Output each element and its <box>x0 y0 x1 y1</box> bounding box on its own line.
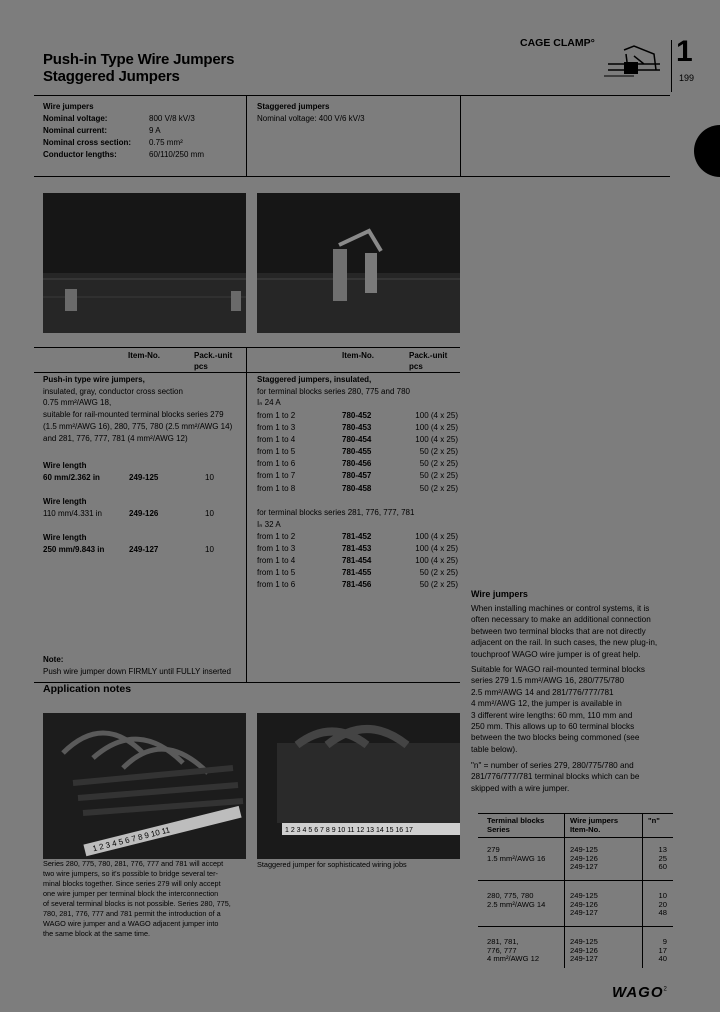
caption-line: the same block at the same time. <box>43 929 151 938</box>
pack: 100 (4 x 25) <box>415 556 458 566</box>
wago-superscript: 2 <box>663 986 667 993</box>
table-header-rule <box>34 372 460 373</box>
photo-application-left <box>43 713 246 859</box>
range: from 1 to 8 <box>257 483 296 493</box>
page-title-line1: Push-in Type Wire Jumpers <box>43 51 235 68</box>
entry-pack: 10 <box>205 472 214 482</box>
spec-wire-jumpers-heading: Wire jumpers <box>43 102 94 111</box>
pack: 50 (2 x 25) <box>419 568 458 578</box>
specs-divider-2 <box>460 96 461 176</box>
n-item: 249-125 <box>570 845 598 854</box>
sidebar-line: 250 mm. This allows up to 60 terminal blocks <box>471 722 635 732</box>
n-th-series: Terminal blocks Series <box>487 816 545 834</box>
wire-entry-3 <box>43 532 214 555</box>
range: from 1 to 5 <box>257 568 296 578</box>
spec-value: 9 A <box>149 126 161 135</box>
left-column <box>43 374 232 444</box>
sidebar-para2 <box>471 664 686 755</box>
specs-bottom-rule <box>34 176 670 177</box>
entry-heading: Wire length <box>43 533 87 542</box>
th-pcs-label: pcs <box>409 362 423 371</box>
right-group2 <box>257 531 460 591</box>
sidebar-line: 281/776/777/781 terminal blocks which can be <box>471 772 640 782</box>
th-item-no-left: Item-No. <box>128 351 160 360</box>
caption-line: 780, 281, 776, 777 and 781 permit the introduction of a <box>43 909 221 918</box>
sidebar-line: touchproof WAGO wire jumper is of great help. <box>471 649 641 659</box>
spec-label: Nominal current: <box>43 126 108 135</box>
wago-logo <box>612 984 667 1002</box>
sidebar-line: between the two blocks being commoned (see <box>471 733 640 743</box>
caption-line: Series 280, 775, 780, 281, 776, 777 and 781 will accept <box>43 859 224 868</box>
entry-item: 249-125 <box>129 472 159 482</box>
th-pcs-label: pcs <box>194 362 208 371</box>
right-heading: Staggered jumpers, insulated, <box>257 375 372 384</box>
cage-clamp-logo <box>604 40 666 82</box>
pack: 50 (2 x 25) <box>419 459 458 469</box>
pack: 100 (4 x 25) <box>415 544 458 554</box>
th-pack-unit-left <box>194 350 232 372</box>
n-item: 249-127 <box>570 954 598 964</box>
table-row <box>257 422 460 434</box>
range: from 1 to 4 <box>257 556 296 566</box>
n-series: 279 <box>487 845 500 854</box>
pack: 50 (2 x 25) <box>419 471 458 481</box>
specs-divider-1 <box>246 96 247 176</box>
spec-wire-jumpers <box>43 113 204 161</box>
left-desc-line: suitable for rail-mounted terminal blocks series 279 <box>43 410 224 420</box>
spec-staggered-heading: Staggered jumpers <box>257 102 330 111</box>
caption-line: two wire jumpers, so it's possible to bridge several ter- <box>43 869 218 878</box>
table-row <box>257 543 460 555</box>
item: 781-453 <box>342 544 372 554</box>
table-row <box>257 567 460 579</box>
range: from 1 to 5 <box>257 447 296 457</box>
sidebar-line: between two terminal blocks that are not directly <box>471 626 646 636</box>
spec-label: Conductor lengths: <box>43 150 117 159</box>
left-desc-line: 0.75 mm²/AWG 18, <box>43 398 112 408</box>
right-group2-desc <box>257 507 414 530</box>
n-item: 249-126 <box>570 945 598 955</box>
wire-entry-2 <box>43 496 214 519</box>
pack: 50 (2 x 25) <box>419 447 458 457</box>
item: 780-452 <box>342 411 372 420</box>
spec-value: 60/110/250 mm <box>149 150 204 159</box>
spec-value: 800 V/8 kV/3 <box>149 114 195 123</box>
spec-label: Nominal voltage: <box>43 114 108 123</box>
table-row <box>257 410 460 422</box>
right-group1 <box>257 410 460 495</box>
svg-text:1 2 3 4 5 6 7 8: 1 2 3 4 5 6 7 8 9 10 11 <box>91 825 171 854</box>
header-rule <box>34 95 670 96</box>
n-series: 776, 777 <box>487 945 517 955</box>
pack: 50 (2 x 25) <box>419 483 458 493</box>
sidebar-line: 4 mm²/AWG 12, the jumper is available in <box>471 699 622 709</box>
item: 781-454 <box>342 556 372 566</box>
table-mid-divider <box>246 347 247 682</box>
left-desc-line: (1.5 mm²/AWG 16), 280, 775, 780 (2.5 mm²/AWG 14) <box>43 421 233 431</box>
item: 781-452 <box>342 532 372 541</box>
note-text: Push wire jumper down FIRMLY until FULLY inserted <box>43 667 231 676</box>
right-desc-line: Iₙ 24 A <box>257 398 281 408</box>
n-series: 280, 775, 780 <box>487 891 534 900</box>
n-table-col-divider-1 <box>564 814 565 968</box>
sidebar-para1 <box>471 603 686 660</box>
n-series: 281, 781, <box>487 937 519 946</box>
application-notes-heading: Application notes <box>43 683 132 695</box>
table-row <box>257 458 460 470</box>
wire-entry-1 <box>43 460 214 483</box>
sidebar-line: "n" = number of series 279, 280/775/780 and <box>471 761 634 770</box>
n-th-n: "n" <box>648 816 660 825</box>
pack: 100 (4 x 25) <box>415 532 458 541</box>
item: 780-458 <box>342 483 372 493</box>
range: from 1 to 6 <box>257 580 296 590</box>
sidebar-line: 2.5 mm²/AWG 14 and 281/776/777/781 <box>471 687 614 697</box>
th-pack-label: Pack.-unit <box>409 351 448 360</box>
item: 780-457 <box>342 471 372 481</box>
caption-line: WAGO wire jumper and a WAGO adjacent jumper into <box>43 919 219 928</box>
range: from 1 to 3 <box>257 544 296 554</box>
n-item: 249-125 <box>570 937 598 946</box>
sidebar-heading: Wire jumpers <box>471 589 528 599</box>
left-desc-line: and 281, 776, 777, 781 (4 mm²/AWG 12) <box>43 433 188 443</box>
th-item-no-right: Item-No. <box>342 351 374 360</box>
caption-right: Staggered jumper for sophisticated wiring jobs <box>257 860 407 869</box>
pack: 100 (4 x 25) <box>415 411 458 420</box>
entry-pack: 10 <box>205 544 214 554</box>
item: 780-454 <box>342 435 372 445</box>
table-row <box>257 446 460 458</box>
left-desc-line: insulated, gray, conductor cross section <box>43 386 183 396</box>
spec-value: 0.75 mm² <box>149 138 183 147</box>
range: from 1 to 7 <box>257 471 296 481</box>
n-table-header-rule <box>478 837 673 838</box>
n-series: 1.5 mm²/AWG 16 <box>487 853 546 863</box>
item: 781-455 <box>342 568 372 578</box>
right-desc-line: Iₙ 32 A <box>257 519 281 529</box>
table-row <box>257 434 460 446</box>
n-item: 249-125 <box>570 891 598 900</box>
n-value: 48 <box>658 908 667 918</box>
range: from 1 to 4 <box>257 435 296 445</box>
range: from 1 to 2 <box>257 411 296 420</box>
th-pack-label: Pack.-unit <box>194 351 233 360</box>
n-value: 25 <box>658 853 667 863</box>
sidebar-line: often necessary to make an additional connection <box>471 615 651 625</box>
caption-line: minal blocks together. Since series 279 will only accept <box>43 879 221 888</box>
wago-logo-text: WAGO <box>612 984 664 1001</box>
entry-length: 250 mm/9.843 in <box>43 544 105 554</box>
header-vertical-divider <box>671 40 672 92</box>
item: 780-456 <box>342 459 372 469</box>
page-number: 199 <box>679 73 695 83</box>
n-series: 2.5 mm²/AWG 14 <box>487 899 546 909</box>
n-value: 60 <box>658 862 667 872</box>
table-row <box>257 483 460 495</box>
photo-application-right <box>257 713 460 859</box>
n-th-item: Wire jumpers Item-No. <box>570 816 619 834</box>
n-item: 249-127 <box>570 862 598 872</box>
n-table <box>478 813 673 968</box>
note <box>43 654 231 678</box>
n-value: 17 <box>658 945 667 955</box>
range: from 1 to 6 <box>257 459 296 469</box>
n-value: 9 <box>662 937 667 946</box>
sidebar-line: 3 different wire lengths: 60 mm, 110 mm and <box>471 710 633 720</box>
th-pack-unit-right <box>409 350 447 372</box>
item: 780-455 <box>342 447 372 457</box>
entry-item: 249-127 <box>129 544 159 554</box>
caption-line: one wire jumper per terminal block the interconnection <box>43 889 219 898</box>
section-number: 1 <box>676 35 693 68</box>
section-tab-marker <box>694 125 720 177</box>
n-value: 13 <box>658 845 667 854</box>
n-table-group-rule <box>478 880 673 881</box>
item: 780-453 <box>342 423 372 433</box>
svg-text:1 2 3 4 5 6 7 8 9 10: 1 2 3 4 5 6 7 8 9 10 11 12 13 14 15 16 17 <box>285 827 413 834</box>
sidebar-line: skipped with a wire jumper. <box>471 783 570 793</box>
sidebar-line: series 279 1.5 mm²/AWG 16, 280/775/780 <box>471 676 625 686</box>
sidebar-line: When installing machines or control systems, it is <box>471 604 650 613</box>
range: from 1 to 2 <box>257 532 296 541</box>
sidebar-line: adjacent on the rail. In such cases, the new plug-in, <box>471 638 658 648</box>
photo-staggered-jumper <box>257 193 460 333</box>
sidebar-line: table below). <box>471 744 518 754</box>
n-item: 249-126 <box>570 899 598 909</box>
spec-staggered-voltage: Nominal voltage: 400 V/6 kV/3 <box>257 114 365 123</box>
spec-label: Nominal cross section: <box>43 138 132 147</box>
page-title-line2: Staggered Jumpers <box>43 68 180 85</box>
entry-length: 110 mm/4.331 in <box>43 508 102 518</box>
note-title: Note: <box>43 655 64 664</box>
table-row <box>257 531 460 543</box>
n-table-top-rule <box>478 813 673 814</box>
entry-heading: Wire length <box>43 461 87 470</box>
n-value: 20 <box>658 899 667 909</box>
n-table-col-divider-2 <box>642 814 643 968</box>
table-top-rule <box>34 347 460 348</box>
table-row <box>257 579 460 591</box>
sidebar-para3 <box>471 760 686 794</box>
pack: 100 (4 x 25) <box>415 423 458 433</box>
brand-label: CAGE CLAMP° <box>520 37 595 49</box>
n-item: 249-127 <box>570 908 598 918</box>
n-value: 10 <box>658 891 667 900</box>
n-value: 40 <box>658 954 667 964</box>
n-series: 4 mm²/AWG 12 <box>487 954 540 964</box>
table-row <box>257 555 460 567</box>
item: 781-456 <box>342 580 372 590</box>
range: from 1 to 3 <box>257 423 296 433</box>
entry-pack: 10 <box>205 508 214 518</box>
photo-wire-jumper <box>43 193 246 333</box>
entry-length: 60 mm/2.362 in <box>43 472 100 482</box>
entry-heading: Wire length <box>43 497 87 506</box>
pack: 50 (2 x 25) <box>419 580 458 590</box>
entry-item: 249-126 <box>129 508 159 518</box>
left-heading: Push-in type wire jumpers, <box>43 375 145 384</box>
table-row <box>257 470 460 482</box>
right-desc-line: for terminal blocks series 281, 776, 777, 781 <box>257 508 415 517</box>
right-desc-line: for terminal blocks series 280, 775 and 780 <box>257 386 410 396</box>
sidebar-line: Suitable for WAGO rail-mounted terminal blocks <box>471 665 645 674</box>
caption-left <box>43 859 231 939</box>
n-item: 249-126 <box>570 853 598 863</box>
n-table-group-rule <box>478 926 673 927</box>
pack: 100 (4 x 25) <box>415 435 458 445</box>
right-column-intro <box>257 374 410 409</box>
caption-line: of several terminal blocks is not possible. Series 280, 775, <box>43 899 231 908</box>
